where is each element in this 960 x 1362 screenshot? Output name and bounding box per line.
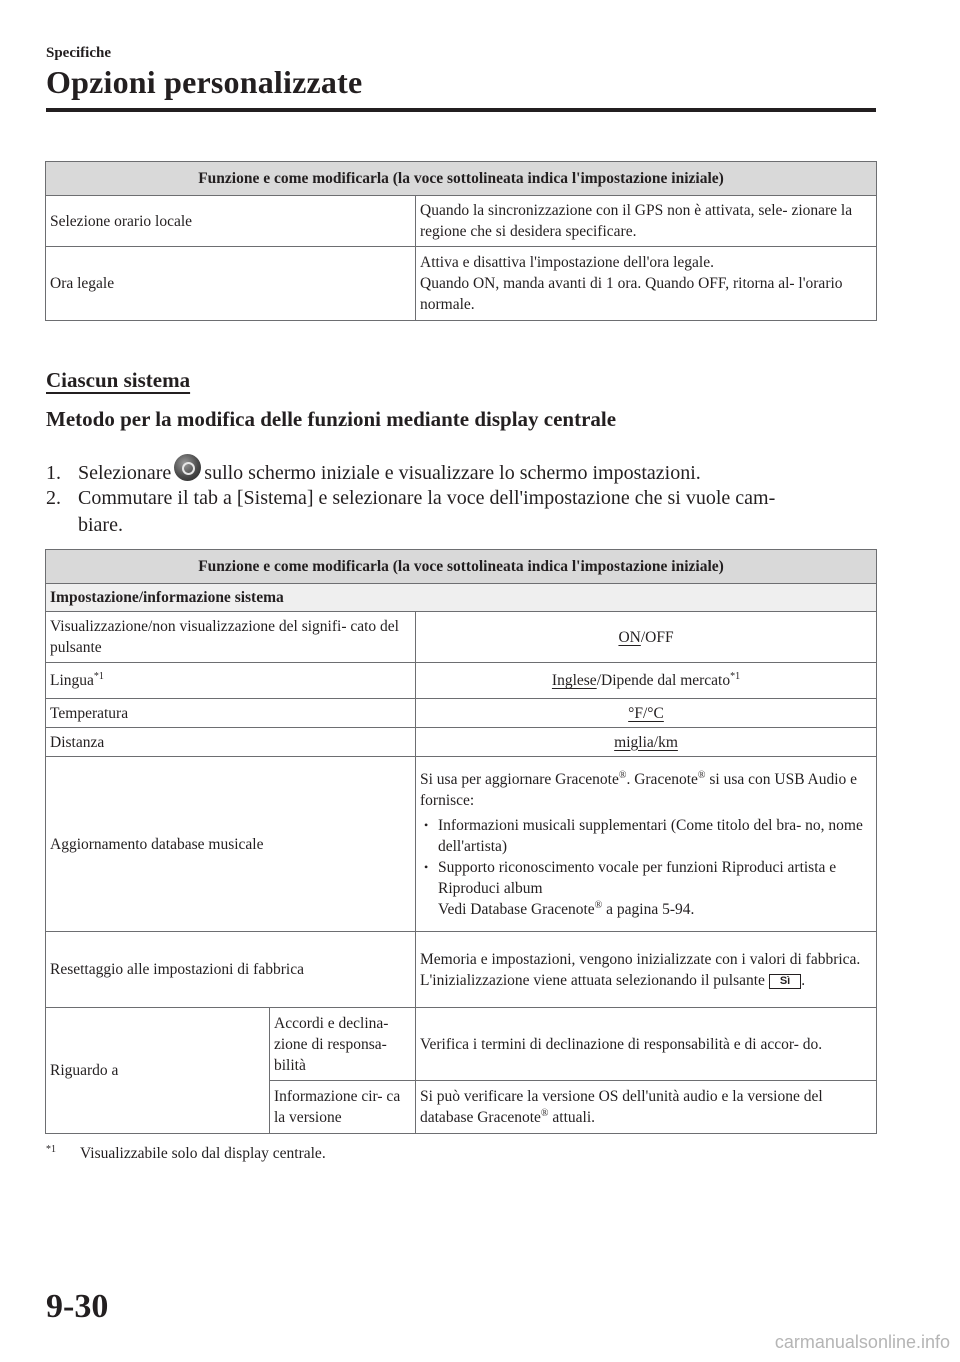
table-row — [46, 612, 877, 663]
step-text: Selezionare — [78, 462, 172, 484]
step-text: sullo schermo iniziale e visualizzare lo schermo impostazioni. — [204, 462, 701, 484]
step-1 — [46, 454, 876, 487]
default-value: Inglese — [551, 672, 597, 689]
row-label — [46, 663, 416, 699]
row-label: Visualizzazione/non visualizzazione del signifi- cato del pulsante — [46, 612, 416, 663]
method-title: Metodo per la modifica delle funzioni mediante display centrale — [46, 407, 617, 431]
row-desc — [416, 757, 877, 932]
row-label: Temperatura — [46, 699, 416, 728]
table-group-row — [46, 584, 877, 612]
row-label: Riguardo a — [46, 1008, 270, 1134]
step-number: 2. — [46, 487, 61, 509]
settings-table-system — [45, 549, 877, 1134]
row-label: Distanza — [46, 728, 416, 757]
desc-line: L'inizializzazione viene attuata selezionando il pulsante Sì . — [420, 971, 806, 989]
step-text: Commutare il tab a [Sistema] e selezionare la voce dell'impostazione che si vuole cam- — [78, 487, 776, 509]
row-desc — [416, 932, 877, 1008]
page-number: 9-30 — [46, 1288, 109, 1325]
table-header-row — [46, 550, 877, 584]
list-item: • Informazioni musicali supplementari (Come titolo del bra- no, nome dell'artista) — [420, 815, 872, 857]
si-button-illustration: Sì — [769, 974, 801, 989]
list-item: • Supporto riconoscimento vocale per funzioni Riproduci artista e Riproduci album — [420, 857, 872, 899]
section-label: Specifiche — [46, 45, 111, 61]
table-row — [46, 728, 877, 757]
footnote: $^{*1}$ Visualizzabile solo dal display centrale. — [46, 1143, 326, 1162]
table-header: Funzione e come modificarla (la voce sottolineata indica l'impostazione iniziale) — [46, 550, 877, 584]
row-value — [416, 728, 877, 757]
footnote-ref: *1 — [730, 670, 741, 682]
value-rest: /OFF — [640, 628, 674, 646]
footnote-text: Visualizzabile solo dal display centrale. — [80, 1145, 326, 1162]
value-rest: /Dipende dal mercato — [596, 672, 731, 689]
row-value — [416, 663, 877, 699]
row-value — [416, 699, 877, 728]
default-value: °F/°C — [628, 704, 664, 722]
row-desc — [416, 247, 877, 321]
table-row — [46, 247, 877, 321]
step-number: 1. — [46, 462, 61, 484]
page-title: Opzioni personalizzate — [46, 64, 363, 100]
row-label: Selezione orario locale — [46, 196, 416, 247]
row-value — [416, 612, 877, 663]
step-text-continued: biare. — [78, 514, 123, 536]
row-label: Resettaggio alle impostazioni di fabbrica — [46, 932, 416, 1008]
watermark: carmanualsonline.info — [774, 1332, 950, 1352]
desc-line: Attiva e disattiva l'impostazione dell'ora legale. — [420, 254, 714, 271]
table-group-title: Impostazione/informazione sistema — [46, 584, 877, 612]
cross-reference: Vedi Database Gracenote® a pagina 5-94. — [438, 899, 695, 918]
footnote-ref: *1 — [93, 670, 104, 682]
row-desc: Verifica i termini di declinazione di responsabilità e di accor- do. — [416, 1008, 877, 1081]
settings-table-time — [45, 161, 877, 321]
table-row — [46, 663, 877, 699]
desc-intro: Si usa per aggiornare Gracenote®. Gracenote® si usa con USB Audio e fornisce: — [420, 769, 858, 809]
table-row — [46, 196, 877, 247]
feature-list — [420, 815, 872, 899]
row-sublabel: Informazione cir- ca la versione — [270, 1081, 416, 1134]
row-desc: Si può verificare la versione OS dell'unità audio e la versione del database Gracenote® attuali. — [416, 1081, 877, 1134]
desc-line: Quando ON, manda avanti di 1 ora. Quando OFF, ritorna al- l'orario normale. — [420, 275, 843, 313]
label-text: Lingua — [50, 672, 94, 689]
table-row — [46, 757, 877, 932]
table-row — [46, 932, 877, 1008]
table-row — [46, 699, 877, 728]
row-desc: Quando la sincronizzazione con il GPS non è attivata, sele- zionare la regione che si desidera specificare. — [416, 196, 877, 247]
row-label: Ora legale — [46, 247, 416, 321]
row-sublabel: Accordi e declina- zione di responsa- bilità — [270, 1008, 416, 1081]
table-header-row — [46, 162, 877, 196]
title-rule — [46, 108, 876, 112]
row-label: Aggiornamento database musicale — [46, 757, 416, 932]
step-2 — [46, 485, 876, 539]
default-value: miglia/km — [614, 733, 678, 751]
table-header: Funzione e come modificarla (la voce sottolineata indica l'impostazione iniziale) — [46, 162, 877, 196]
section-subtitle: Ciascun sistema — [46, 368, 191, 392]
table-row — [46, 1008, 877, 1081]
desc-line: Memoria e impostazioni, vengono inizializzate con i valori di fabbrica. — [420, 950, 861, 968]
default-value: ON — [618, 628, 641, 646]
gear-icon — [174, 454, 201, 481]
